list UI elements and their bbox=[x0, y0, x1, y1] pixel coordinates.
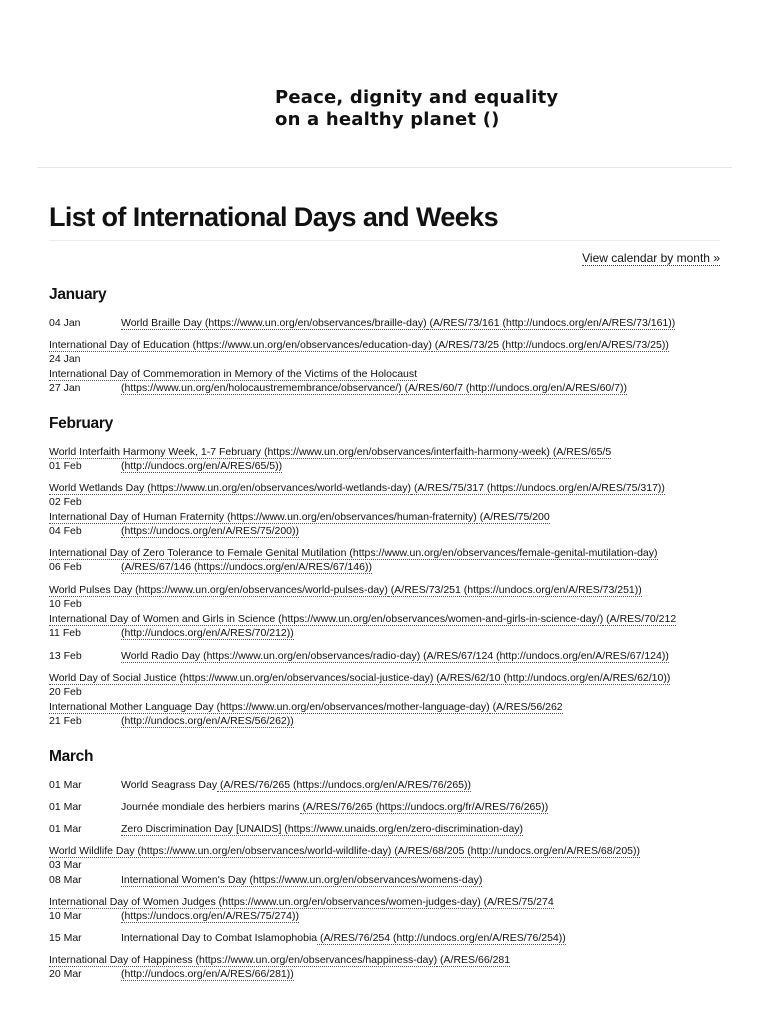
view-calendar-link[interactable] bbox=[582, 251, 720, 266]
entry-title: International Day to Combat Islamophobia bbox=[121, 932, 318, 944]
entry-link[interactable]: International Day of Human Fraternity (https://www.un.org/en/observances/human-fraternity) bbox=[49, 511, 477, 523]
entry-date: 01 Mar bbox=[49, 823, 82, 835]
entry-resolution-link[interactable]: (A/RES/75/200 bbox=[476, 511, 550, 523]
slogan-line-1: Peace, dignity and equality bbox=[275, 87, 559, 108]
entry-resolution-continued[interactable]: (http://undocs.org/en/A/RES/70/212)) bbox=[121, 627, 294, 639]
entry-link[interactable]: International Day of Happiness (https://www.un.org/en/observances/happiness-day) bbox=[49, 954, 438, 966]
entry-resolution-link[interactable]: (A/RES/73/251 (https://undocs.org/en/A/RES/73/251)) bbox=[387, 584, 642, 596]
double-chevron-right-icon: » bbox=[713, 251, 720, 265]
entry-date: 04 Jan bbox=[49, 317, 81, 329]
entry-date: 06 Feb bbox=[49, 561, 82, 573]
entry-link[interactable]: World Wildlife Day (https://www.un.org/en/observances/world-wildlife-day) bbox=[49, 845, 392, 857]
entry-resolution-continued[interactable]: (https://undocs.org/en/A/RES/75/200)) bbox=[121, 525, 300, 537]
entry-resolution-link[interactable]: (A/RES/73/161 (http://undocs.org/en/A/RES/73/161)) bbox=[426, 317, 676, 329]
entry-link[interactable]: International Day of Education (https://www.un.org/en/observances/education-day) bbox=[49, 339, 432, 351]
view-calendar-label: View calendar by month bbox=[582, 251, 710, 265]
entry-resolution-link[interactable]: (A/RES/66/281 bbox=[437, 954, 511, 966]
entry-date: 01 Mar bbox=[49, 779, 82, 791]
entry-date: 01 Mar bbox=[49, 801, 82, 813]
entry-resolution-link[interactable]: (A/RES/56/262 bbox=[489, 701, 563, 713]
entry-date: 21 Feb bbox=[49, 715, 82, 727]
entry-link[interactable]: Zero Discrimination Day [UNAIDS] (https://www.unaids.org/en/zero-discrimination-day) bbox=[121, 823, 524, 835]
entry-link[interactable]: World Wetlands Day (https://www.un.org/en/observances/world-wetlands-day) bbox=[49, 482, 412, 494]
entry-date: 27 Jan bbox=[49, 382, 81, 394]
entry-link[interactable]: International Day of Women Judges (https://www.un.org/en/observances/women-judges-day) bbox=[49, 896, 481, 908]
entry-resolution-continued[interactable]: (http://undocs.org/en/A/RES/65/5)) bbox=[121, 460, 283, 472]
entry-date: 20 Mar bbox=[49, 968, 82, 980]
entry-link[interactable]: International Day of Commemoration in Memory of the Victims of the Holocaust bbox=[49, 368, 418, 380]
entry-resolution-continued[interactable]: (http://undocs.org/en/A/RES/66/281)) bbox=[121, 968, 294, 980]
entry-resolution-continued[interactable]: (https://undocs.org/en/A/RES/75/274)) bbox=[121, 910, 300, 922]
page-title: List of International Days and Weeks bbox=[49, 202, 499, 232]
entry-resolution-continued[interactable]: (http://undocs.org/en/A/RES/56/262)) bbox=[121, 715, 294, 727]
entry-resolution-link[interactable]: (A/RES/76/265 (https://undocs.org/en/A/RES/76/265)) bbox=[217, 779, 471, 791]
entry-resolution-link[interactable]: (A/RES/60/7 (http://undocs.org/en/A/RES/60/7)) bbox=[401, 382, 628, 394]
entry-resolution-link[interactable]: (A/RES/75/274 bbox=[480, 896, 554, 908]
entry-link[interactable]: International Day of Zero Tolerance to Female Genital Mutilation (https://www.un.org/en/observances/female-genital-mutilation-day) bbox=[49, 547, 658, 559]
entry-date: 13 Feb bbox=[49, 650, 82, 662]
entry-link-continued[interactable]: (https://www.un.org/en/holocaustremembrance/observance/) bbox=[121, 382, 402, 394]
entry-link[interactable]: International Day of Women and Girls in Science (https://www.un.org/en/observances/women-and-girls-in-science-day/) bbox=[49, 613, 604, 625]
entry-link[interactable]: World Interfaith Harmony Week, 1-7 February (https://www.un.org/en/observances/interfaith-harmony-week) bbox=[49, 446, 550, 458]
entry-title: Journée mondiale des herbiers marins bbox=[121, 801, 300, 813]
entry-date: 08 Mar bbox=[49, 874, 82, 886]
entry-title: World Seagrass Day bbox=[121, 779, 218, 791]
slogan-line-2: on a healthy planet () bbox=[275, 109, 500, 130]
entry-resolution-link[interactable]: (A/RES/67/124 (http://undocs.org/en/A/RES/67/124)) bbox=[420, 650, 669, 662]
entry-resolution-link[interactable]: (A/RES/70/212 bbox=[603, 613, 677, 625]
month-heading-february: February bbox=[49, 415, 113, 432]
entry-date: 03 Mar bbox=[49, 859, 82, 871]
entry-date: 04 Feb bbox=[49, 525, 82, 537]
entry-resolution-link[interactable]: (A/RES/76/254 (http://undocs.org/en/A/RES/76/254)) bbox=[317, 932, 566, 944]
entry-link[interactable]: International Women's Day (https://www.un.org/en/observances/womens-day) bbox=[121, 874, 483, 886]
entry-date: 15 Mar bbox=[49, 932, 82, 944]
header-divider bbox=[37, 167, 732, 168]
entry-link[interactable]: World Pulses Day (https://www.un.org/en/observances/world-pulses-day) bbox=[49, 584, 388, 596]
entry-date: 10 Feb bbox=[49, 598, 82, 610]
entry-resolution-link[interactable]: (A/RES/76/265 (https://undocs.org/fr/A/RES/76/265)) bbox=[299, 801, 549, 813]
title-divider bbox=[49, 240, 720, 241]
entry-date: 01 Feb bbox=[49, 460, 82, 472]
entry-resolution-link[interactable]: (A/RES/62/10 (http://undocs.org/en/A/RES/62/10)) bbox=[433, 672, 671, 684]
entry-resolution-link[interactable]: (A/RES/73/25 (http://undocs.org/en/A/RES/73/25)) bbox=[431, 339, 669, 351]
entry-link[interactable]: World Radio Day (https://www.un.org/en/observances/radio-day) bbox=[121, 650, 421, 662]
entry-resolution-link[interactable]: (A/RES/75/317 (https://undocs.org/en/A/RES/75/317)) bbox=[411, 482, 665, 494]
entry-link[interactable]: World Day of Social Justice (https://www.un.org/en/observances/social-justice-day) bbox=[49, 672, 434, 684]
entry-date: 24 Jan bbox=[49, 353, 81, 365]
month-heading-january: January bbox=[49, 286, 107, 303]
month-heading-march: March bbox=[49, 748, 94, 765]
site-slogan bbox=[275, 87, 558, 131]
entry-resolution-link[interactable]: (A/RES/68/205 (http://undocs.org/en/A/RES/68/205)) bbox=[391, 845, 640, 857]
entry-date: 11 Feb bbox=[49, 627, 81, 639]
entry-date: 10 Mar bbox=[49, 910, 82, 922]
entry-date: 20 Feb bbox=[49, 686, 82, 698]
entry-link[interactable]: World Braille Day (https://www.un.org/en/observances/braille-day) bbox=[121, 317, 427, 329]
entry-resolution-link[interactable]: (A/RES/67/146 (https://undocs.org/en/A/RES/67/146)) bbox=[121, 561, 372, 573]
entry-link[interactable]: International Mother Language Day (https://www.un.org/en/observances/mother-language-day) bbox=[49, 701, 490, 713]
entry-date: 02 Feb bbox=[49, 496, 82, 508]
entry-resolution-link[interactable]: (A/RES/65/5 bbox=[549, 446, 612, 458]
